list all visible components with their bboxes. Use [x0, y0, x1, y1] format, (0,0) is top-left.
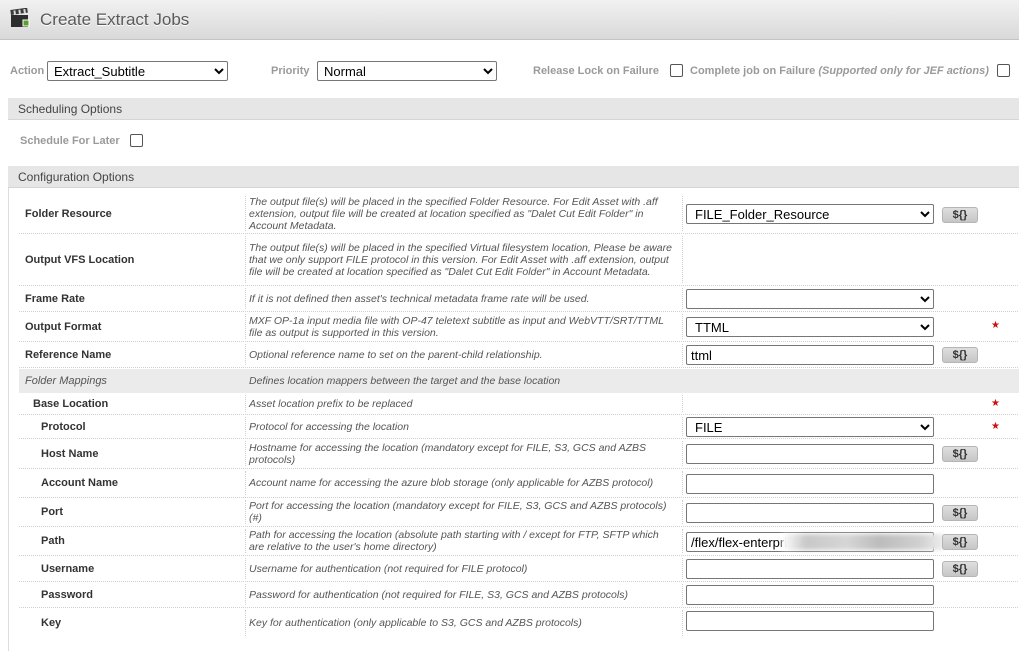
- field-label: Password: [41, 588, 93, 601]
- required-marker: ★: [991, 421, 1000, 432]
- configuration-options-title: Configuration Options: [18, 170, 135, 184]
- clapperboard-icon: [9, 8, 31, 28]
- config-row-output-vfs-location: [19, 234, 1019, 286]
- variable-button[interactable]: ${}: [942, 207, 978, 223]
- field-label: Port: [41, 506, 63, 518]
- field-description: MXF OP-1a input media file with OP-47 teletext subtitle as input and WebVTT/SRT/TTML file as output is supported in this version.: [249, 314, 664, 339]
- field-label: Folder Resource: [25, 207, 112, 220]
- config-row-base-location: [19, 393, 1019, 415]
- schedule-later-checkbox[interactable]: [130, 134, 143, 147]
- scheduling-options-panel: [8, 121, 1019, 163]
- config-row-protocol: [19, 415, 1019, 439]
- variable-button[interactable]: ${}: [942, 561, 978, 577]
- field-label: Base Location: [33, 397, 109, 410]
- config-row-port: [19, 498, 1019, 527]
- complete-job-text: Complete job on Failure: [690, 65, 816, 77]
- schedule-later-label: Schedule For Later: [20, 135, 120, 147]
- field-description: Optional reference name to set on the parent-child relationship.: [249, 348, 543, 361]
- field-label: Reference Name: [25, 348, 112, 361]
- config-row-frame-rate: [19, 286, 1019, 312]
- config-row-folder-mappings: [19, 369, 1019, 393]
- host-name-input[interactable]: [686, 444, 934, 464]
- password-input[interactable]: [686, 585, 934, 605]
- variable-button[interactable]: ${}: [942, 534, 978, 550]
- protocol-select[interactable]: [686, 417, 934, 437]
- field-label: Username: [41, 562, 95, 575]
- folder-resource-select[interactable]: [686, 204, 934, 224]
- field-description: The output file(s) will be placed in the specified Folder Resource. For Edit Asset with .aff extension, output file will be created at location specified as "Dalet Cut Edit Folder" in Account Metadata.: [249, 195, 658, 232]
- field-description: The output file(s) will be placed in the specified Virtual filesystem location, Please be aware that we only support FILE protocol in this version. For Edit Asset with .aff extension, output file will be created at location specified as "Dalet Cut Edit Folder" in Account Metadata.: [249, 241, 672, 278]
- config-row-password: [19, 582, 1019, 608]
- action-label: Action: [10, 65, 45, 77]
- field-description: Hostname for accessing the location (mandatory except for FILE, S3, GCS and AZBS protocols): [249, 441, 647, 466]
- field-description: Defines location mappers between the target and the base location: [249, 375, 561, 387]
- required-marker: ★: [991, 320, 1000, 331]
- field-description: Password for authentication (not required for FILE, S3, GCS and AZBS protocols): [249, 588, 628, 601]
- priority-label: Priority: [271, 65, 310, 77]
- username-input[interactable]: [686, 559, 934, 579]
- field-description: Account name for accessing the azure blob storage (only applicable for AZBS protocol): [249, 477, 654, 489]
- field-label: Host Name: [41, 447, 99, 460]
- port-input[interactable]: [686, 503, 934, 523]
- configuration-options-panel: [8, 188, 1019, 651]
- output-format-select[interactable]: [686, 317, 934, 337]
- complete-job-label: [690, 65, 989, 77]
- key-input[interactable]: [686, 611, 934, 631]
- config-row-reference-name: [19, 342, 1019, 368]
- release-lock-label: Release Lock on Failure: [533, 65, 659, 77]
- config-row-folder-resource: [19, 194, 1019, 234]
- field-description: Asset location prefix to be replaced: [249, 397, 413, 410]
- complete-job-checkbox[interactable]: [997, 64, 1010, 77]
- redacted-path-blur: [782, 534, 944, 550]
- field-label: Output VFS Location: [25, 253, 135, 266]
- complete-job-note: (Supported only for JEF actions): [818, 65, 989, 77]
- priority-select[interactable]: [317, 61, 497, 81]
- field-description: Username for authentication (not required for FILE protocol): [249, 562, 528, 575]
- config-row-output-format: [19, 312, 1019, 342]
- account-name-input[interactable]: [686, 474, 934, 494]
- configuration-options-header[interactable]: [8, 166, 1019, 188]
- config-row-host-name: [19, 439, 1019, 469]
- field-description: Protocol for accessing the location: [249, 420, 409, 433]
- title-bar: [0, 0, 1019, 40]
- field-description: If it is not defined then asset's technical metadata frame rate will be used.: [249, 292, 590, 305]
- scheduling-options-header[interactable]: [8, 98, 1019, 120]
- job-options-bar: [0, 59, 1019, 83]
- field-description: Port for accessing the location (mandatory except for FILE, S3, GCS and AZBS protocols) (#): [249, 500, 667, 524]
- field-label: Folder Mappings: [25, 375, 107, 387]
- field-label: Frame Rate: [25, 292, 85, 305]
- config-row-account-name: [19, 469, 1019, 498]
- field-label: Key: [41, 617, 62, 629]
- config-row-username: [19, 556, 1019, 582]
- field-label: Output Format: [25, 320, 102, 333]
- action-select[interactable]: [47, 61, 228, 81]
- config-row-path: [19, 527, 1019, 556]
- release-lock-checkbox[interactable]: [670, 64, 683, 77]
- required-marker: ★: [991, 398, 1000, 409]
- page-title: Create Extract Jobs: [40, 10, 190, 29]
- field-label: Account Name: [41, 477, 119, 489]
- frame-rate-select[interactable]: [686, 289, 934, 309]
- reference-name-input[interactable]: [686, 345, 934, 365]
- variable-button[interactable]: ${}: [942, 505, 978, 521]
- field-description: Path for accessing the location (absolute path starting with / except for FTP, SFTP which are relative to the user's home directory): [249, 529, 659, 553]
- scheduling-options-title: Scheduling Options: [18, 102, 123, 116]
- field-description: Key for authentication (only applicable to S3, GCS and AZBS protocols): [249, 617, 582, 629]
- variable-button[interactable]: ${}: [942, 446, 978, 462]
- config-row-key: [19, 608, 1019, 638]
- variable-button[interactable]: ${}: [942, 347, 978, 363]
- field-label: Path: [41, 535, 65, 547]
- field-label: Protocol: [41, 420, 86, 433]
